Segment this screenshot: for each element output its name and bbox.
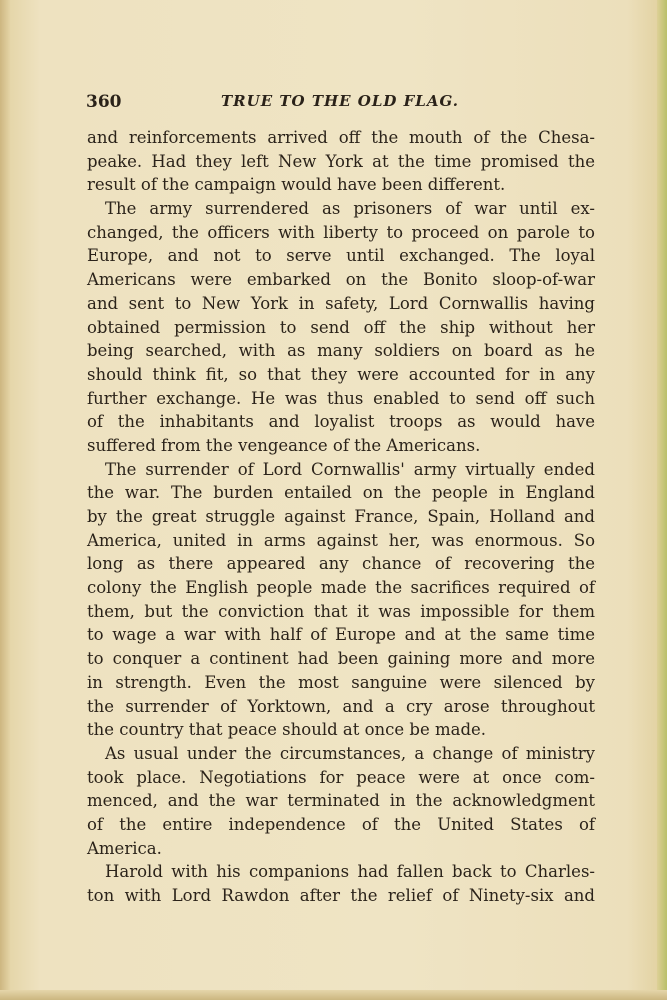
text-line: took place. Negotiations for peace were at once com- [87, 767, 595, 787]
text-line: of the entire independence of the United States of [87, 814, 595, 834]
text-line: America, united in arms against her, was enormous. So [87, 530, 595, 550]
text-line: Europe, and not to serve until exchanged. The loyal [87, 246, 595, 266]
body-text [87, 126, 595, 908]
page-left-edge [0, 0, 10, 1000]
paragraph-start-line: As usual under the circumstances, a change of ministry [105, 743, 595, 763]
page-number: 360 [86, 92, 122, 112]
text-line: to conquer a continent had been gaining more and more [87, 649, 595, 669]
text-line: colony the English people made the sacrifices required of [87, 578, 595, 598]
paragraph-start-line: The army surrendered as prisoners of war until ex- [105, 199, 595, 219]
text-line: peake. Had they left New York at the time promised the [87, 151, 595, 171]
text-line: suffered from the vengeance of the Americans. [87, 435, 481, 455]
paragraph-start-line: Harold with his companions had fallen back to Charles- [105, 862, 595, 882]
text-line: ton with Lord Rawdon after the relief of Ninety-six and [87, 886, 595, 905]
text-line: and reinforcements arrived off the mouth of the Chesa- [87, 128, 595, 147]
page-header [86, 92, 594, 114]
text-line: the surrender of Yorktown, and a cry arose throughout [87, 696, 595, 716]
text-line: changed, the officers with liberty to proceed on parole to [87, 222, 595, 242]
text-line: further exchange. He was thus enabled to send off such [87, 388, 595, 408]
text-line: to wage a war with half of Europe and at the same time [87, 625, 595, 645]
text-line: long as there appeared any chance of recovering the [87, 554, 595, 574]
text-line: being searched, with as many soldiers on board as he [87, 341, 595, 361]
text-line: them, but the conviction that it was impossible for them [87, 601, 595, 621]
text-line: Americans were embarked on the Bonito sloop-of-war [87, 270, 595, 290]
text-line: America. [87, 838, 162, 858]
page-right-edge [657, 0, 667, 1000]
text-line: of the inhabitants and loyalist troops as would have [87, 412, 595, 432]
text-line: result of the campaign would have been different. [87, 175, 506, 195]
text-line: by the great struggle against France, Spain, Holland and [87, 507, 595, 526]
text-line: should think fit, so that they were accounted for in any [87, 364, 595, 384]
text-line: the war. The burden entailed on the people in England [87, 483, 595, 503]
paragraph-start-line: The surrender of Lord Cornwallis' army virtually ended [105, 459, 595, 479]
text-line: the country that peace should at once be made. [87, 720, 487, 740]
running-title: TRUE TO THE OLD FLAG. [221, 92, 459, 110]
text-line: menced, and the war terminated in the acknowledgment [87, 791, 595, 811]
text-line: obtained permission to send off the ship without her [87, 317, 595, 337]
page-bottom-edge [0, 990, 667, 1000]
text-line: and sent to New York in safety, Lord Cornwallis having [87, 293, 595, 313]
text-line: in strength. Even the most sanguine were silenced by [87, 672, 595, 692]
